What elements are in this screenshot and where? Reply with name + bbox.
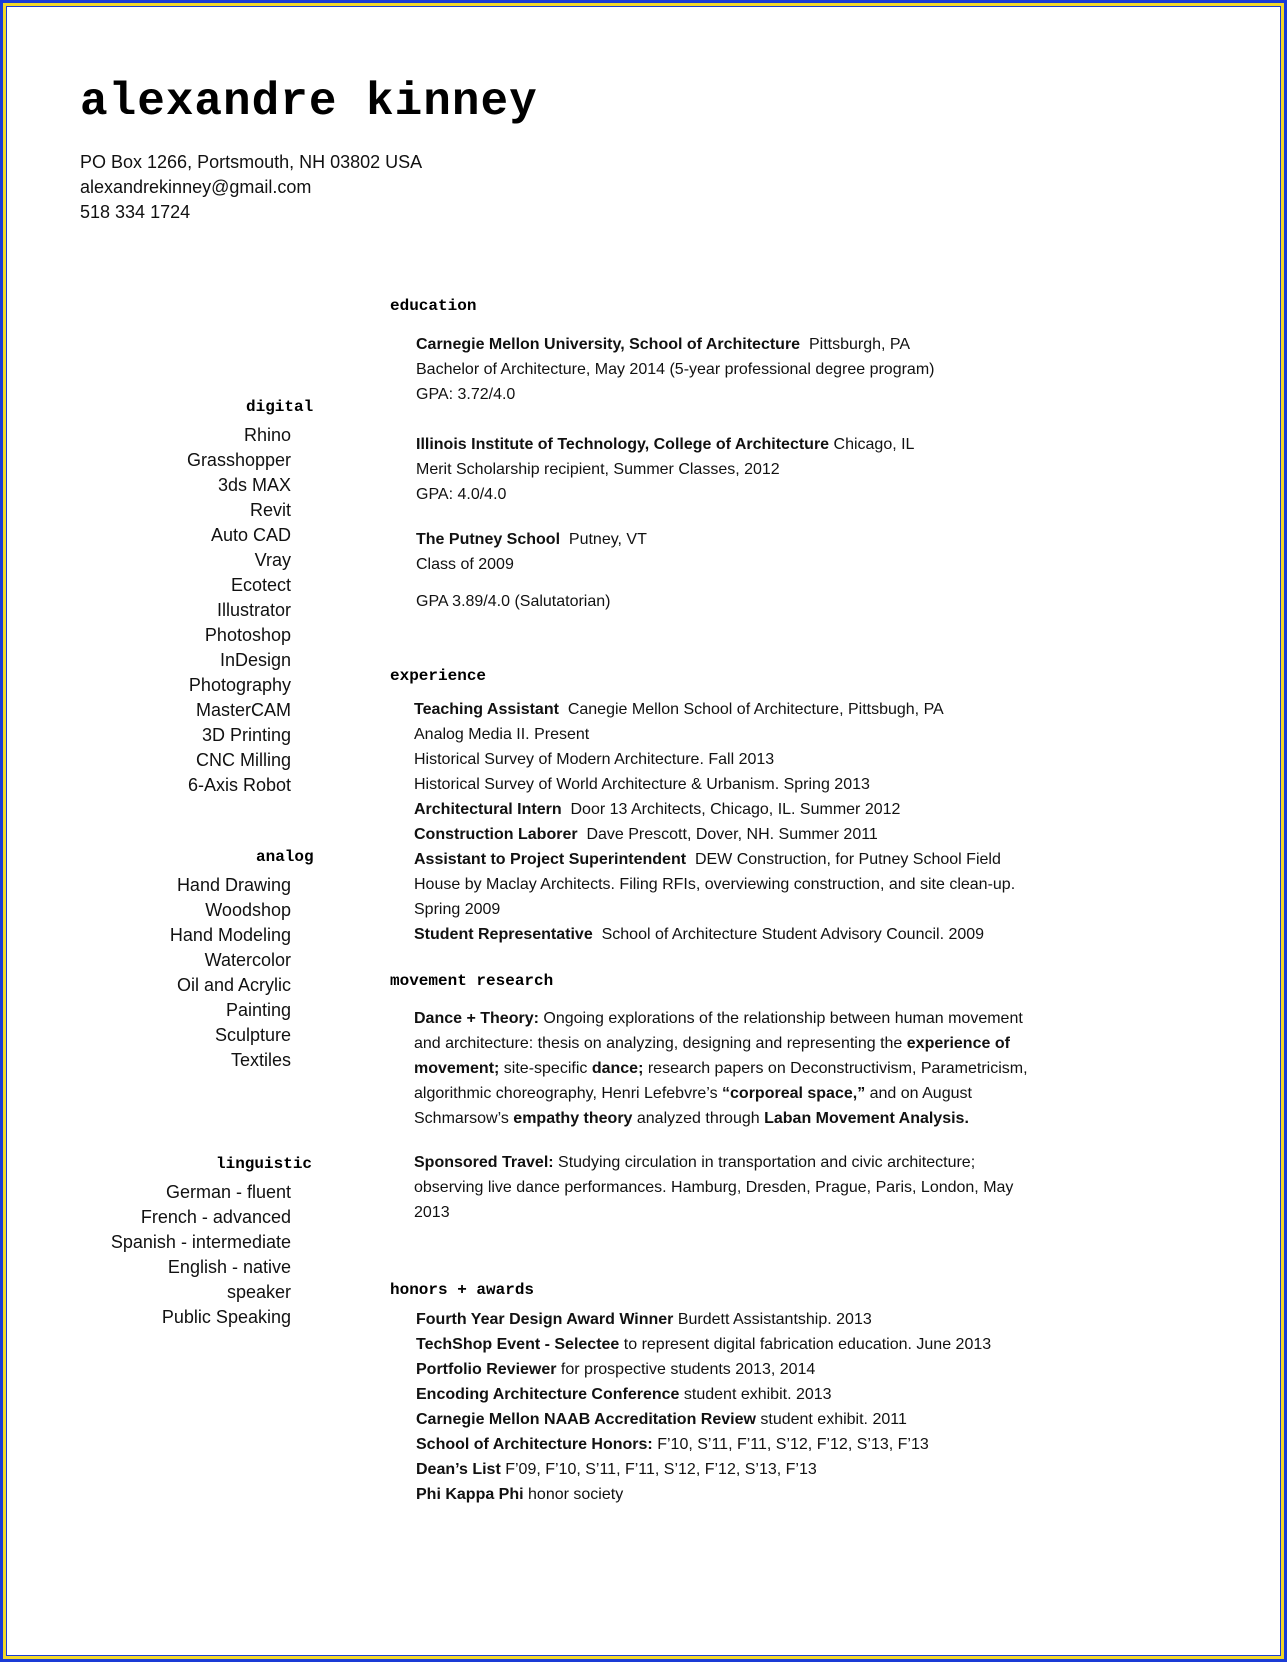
skill-item: Textiles <box>230 1050 291 1070</box>
phone: 518 334 1724 <box>80 202 191 222</box>
experience-item: Student Representative School of Architecture Student Advisory Council. 2009 <box>414 926 985 943</box>
school-location: Chicago, IL <box>833 436 915 453</box>
skill-item: Spanish - intermediate <box>110 1232 291 1252</box>
degree: Bachelor of Architecture, May 2014 (5-year professional degree program) <box>416 361 935 378</box>
skill-item: 3D Printing <box>201 725 291 745</box>
school-name: Illinois Institute of Technology, College of Architecture <box>416 436 830 453</box>
skill-item: German - fluent <box>165 1182 291 1202</box>
skill-item: Hand Drawing <box>176 875 291 895</box>
honor-item: Carnegie Mellon NAAB Accreditation Review student exhibit. 2011 <box>416 1411 907 1428</box>
sponsored-travel-block <box>414 1150 1039 1225</box>
gpa: GPA: 3.72/4.0 <box>416 386 516 403</box>
skill-item: Watercolor <box>204 950 291 970</box>
experience-item: Assistant to Project Superintendent DEW Construction, for Putney School Field <box>414 851 1001 868</box>
skill-item: Painting <box>225 1000 291 1020</box>
dance-theory-paragraph: Dance + Theory: Ongoing explorations of the relationship between human movement and architecture: thesis on analyzing, designing and representing the experience of movement; site-specific dance; research papers on Deconstructivism, Parametricism, algorithmic choreography, Henri Lefebvre’s “corporeal space,” and on August Schmarsow’s empathy theory analyzed through Laban Movement Analysis. <box>414 1010 1028 1127</box>
experience-item: Architectural Intern Door 13 Architects, Chicago, IL. Summer 2012 <box>414 801 901 818</box>
course-item: Analog Media II. Present <box>414 726 590 743</box>
dance-theory-block <box>414 1006 1039 1131</box>
skill-item: Auto CAD <box>210 525 291 545</box>
job-title: Assistant to Project Superintendent <box>414 851 687 868</box>
movement-research-heading: movement research <box>390 972 554 990</box>
course-item: Historical Survey of Modern Architecture. Fall 2013 <box>414 751 775 768</box>
skill-item: French - advanced <box>140 1207 291 1227</box>
experience-heading: experience <box>390 667 487 685</box>
experience-detail: House by Maclay Architects. Filing RFIs, overviewing construction, and site clean-up. <box>414 876 1016 893</box>
honor-item: Portfolio Reviewer for prospective students 2013, 2014 <box>416 1361 816 1378</box>
digital-heading: digital <box>246 398 314 416</box>
digital-skills-list <box>187 423 291 798</box>
education-putney <box>416 527 647 614</box>
job-title: Student Representative <box>414 926 593 943</box>
skill-item: 6-Axis Robot <box>187 775 291 795</box>
skill-item: Sculpture <box>214 1025 291 1045</box>
experience-list <box>414 697 1015 947</box>
honor-item: TechShop Event - Selectee to represent digital fabrication education. June 2013 <box>416 1336 992 1353</box>
honor-item: Phi Kappa Phi honor society <box>416 1486 624 1503</box>
skill-item: speaker <box>226 1282 291 1302</box>
skill-item: Grasshopper <box>186 450 291 470</box>
skill-item: Public Speaking <box>161 1307 291 1327</box>
gpa: GPA: 4.0/4.0 <box>416 486 507 503</box>
education-detail: Merit Scholarship recipient, Summer Classes, 2012 <box>416 461 780 478</box>
honor-item: Dean’s List F’09, F’10, S’11, F’11, S’12, F’12, S’13, F’13 <box>416 1461 817 1478</box>
honor-item: Encoding Architecture Conference student exhibit. 2013 <box>416 1386 832 1403</box>
skill-item: English - native <box>167 1257 291 1277</box>
skill-item: Rhino <box>243 425 291 445</box>
skill-item: Woodshop <box>205 900 291 920</box>
experience-item: Teaching Assistant Canegie Mellon School of Architecture, Pittsbugh, PA <box>414 701 944 718</box>
language-skills-list <box>111 1180 291 1330</box>
skill-item: Revit <box>249 500 291 520</box>
education-iit <box>416 432 914 507</box>
skill-item: Photography <box>188 675 291 695</box>
skill-item: Photoshop <box>204 625 291 645</box>
skill-item: Illustrator <box>216 600 291 620</box>
job-title: Teaching Assistant <box>414 701 559 718</box>
skill-item: Vray <box>254 550 291 570</box>
candidate-name: alexandre kinney <box>80 76 538 128</box>
skill-item: Ecotect <box>230 575 291 595</box>
job-title: Architectural Intern <box>414 801 562 818</box>
honor-item: Fourth Year Design Award Winner Burdett Assistantship. 2013 <box>416 1311 872 1328</box>
analog-heading: analog <box>256 848 314 866</box>
contact-info <box>80 150 422 225</box>
honors-heading: honors + awards <box>390 1281 535 1299</box>
school-location: Pittsburgh, PA <box>808 336 911 353</box>
skill-item: CNC Milling <box>195 750 291 770</box>
education-detail: Class of 2009 <box>416 556 514 573</box>
skill-item: Oil and Acrylic <box>176 975 291 995</box>
course-item: Historical Survey of World Architecture & Urbanism. Spring 2013 <box>414 776 870 793</box>
sponsored-travel-paragraph: Sponsored Travel: Studying circulation in transportation and civic architecture; observing live dance performances. Hamburg, Dresden, Prague, Paris, London, May 2013 <box>414 1154 1014 1221</box>
skill-item: 3ds MAX <box>217 475 291 495</box>
school-location: Putney, VT <box>568 531 647 548</box>
school-name: Carnegie Mellon University, School of Architecture <box>416 336 801 353</box>
analog-skills-list <box>170 873 291 1073</box>
email: alexandrekinney@gmail.com <box>80 177 312 197</box>
linguistic-heading: linguistic <box>216 1155 313 1173</box>
school-name: The Putney School <box>416 531 561 548</box>
address: PO Box 1266, Portsmouth, NH 03802 USA <box>80 152 423 172</box>
honors-list <box>416 1307 991 1507</box>
skill-item: Hand Modeling <box>169 925 291 945</box>
education-cmu <box>416 332 934 407</box>
experience-item: Construction Laborer Dave Prescott, Dover, NH. Summer 2011 <box>414 826 878 843</box>
job-title: Construction Laborer <box>414 826 578 843</box>
gpa: GPA 3.89/4.0 (Salutatorian) <box>416 593 611 610</box>
honor-item: School of Architecture Honors: F’10, S’11, F’11, S’12, F’12, S’13, F’13 <box>416 1436 929 1453</box>
skill-item: InDesign <box>219 650 291 670</box>
skill-item: MasterCAM <box>195 700 291 720</box>
experience-detail: Spring 2009 <box>414 901 501 918</box>
education-heading: education <box>390 297 477 315</box>
